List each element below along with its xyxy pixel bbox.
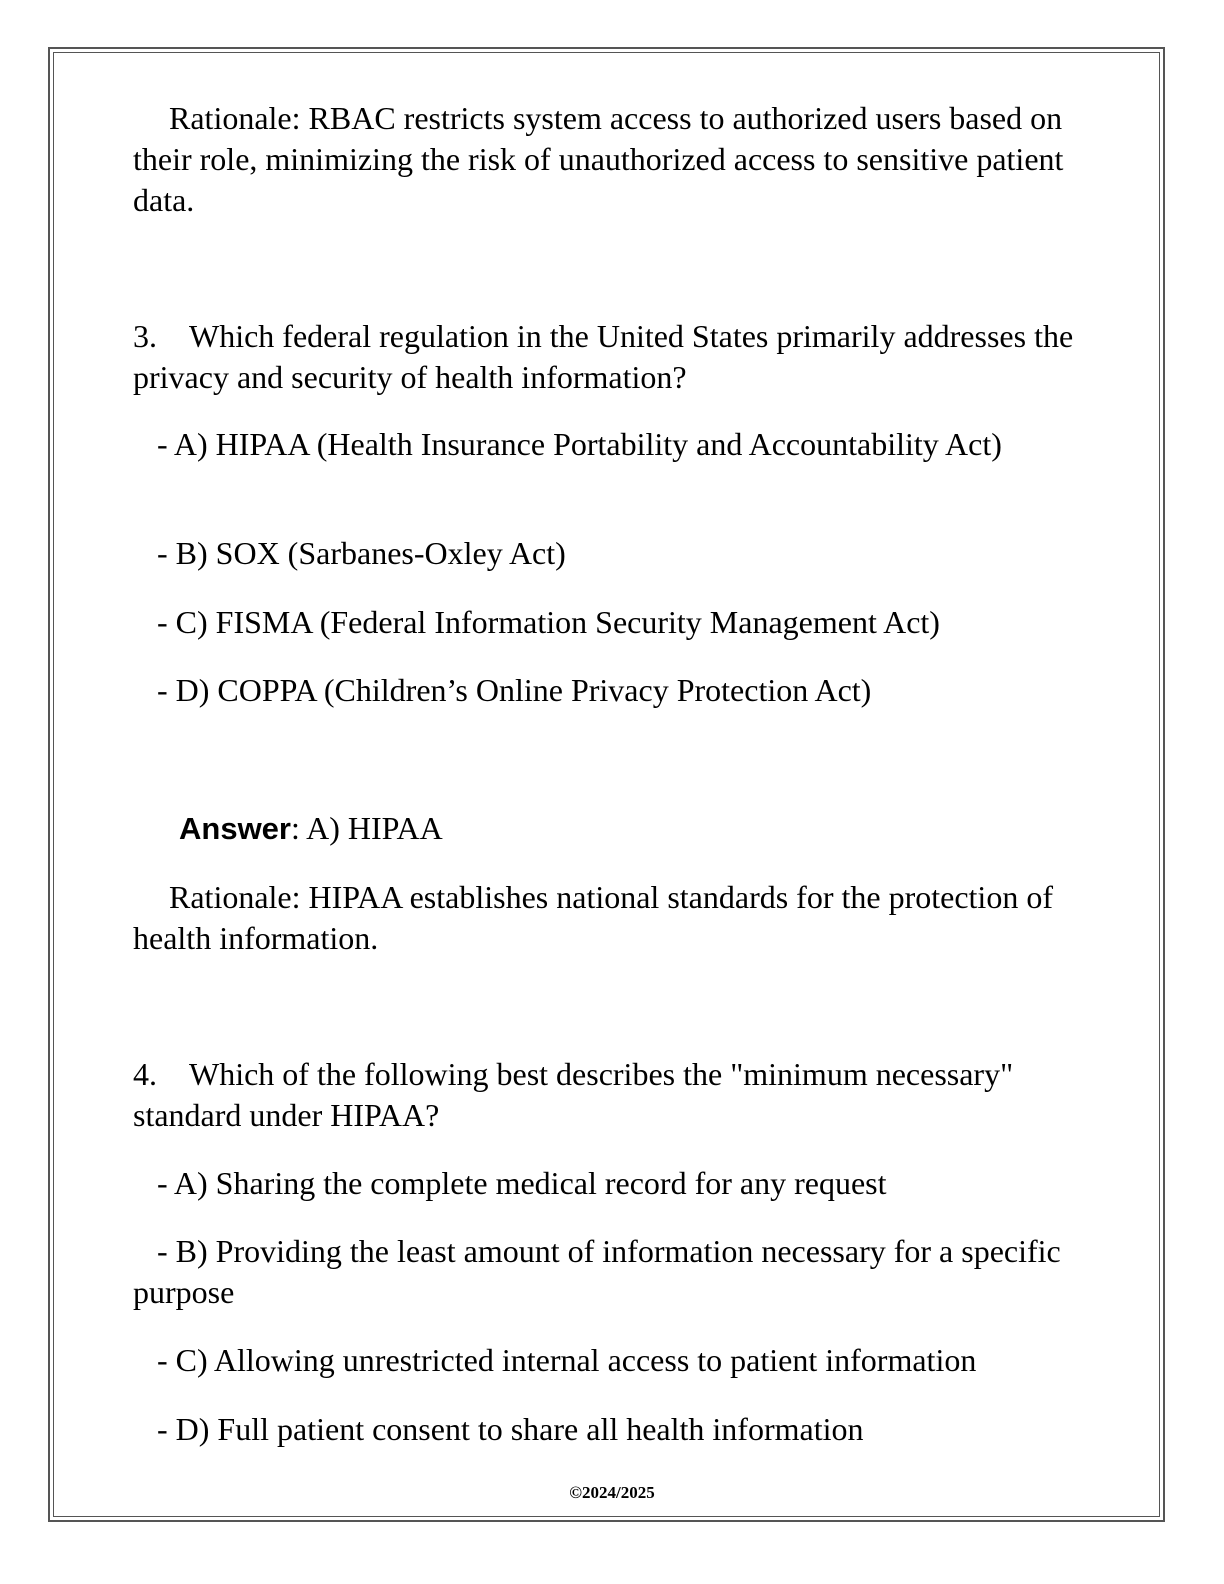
q3-option-a: - A) HIPAA (Health Insurance Portability and Accountability Act) bbox=[157, 426, 1002, 462]
q4-option-d: - D) Full patient consent to share all health information bbox=[157, 1411, 864, 1447]
copyright-footer: ©2024/2025 bbox=[569, 1483, 655, 1502]
q4-option-a: - A) Sharing the complete medical record for any request bbox=[157, 1165, 887, 1201]
question-4 bbox=[133, 1054, 1093, 1136]
q4-option-b: - B) Providing the least amount of information necessary for a specific purpose bbox=[133, 1233, 1061, 1310]
q4-option-c: - C) Allowing unrestricted internal access to patient information bbox=[157, 1342, 977, 1378]
q3-rationale: Rationale: HIPAA establishes national standards for the protection of health information. bbox=[133, 879, 1053, 956]
answer-value: : A) HIPAA bbox=[290, 810, 443, 846]
q3-option-d: - D) COPPA (Children’s Online Privacy Protection Act) bbox=[157, 672, 872, 708]
question-3 bbox=[133, 316, 1093, 398]
q3-option-c: - C) FISMA (Federal Information Security Management Act) bbox=[157, 604, 940, 640]
question-4-text: Which of the following best describes the "minimum necessary" standard under HIPAA? bbox=[133, 1056, 1014, 1133]
q3-answer bbox=[133, 808, 1093, 849]
answer-label: Answer bbox=[179, 811, 291, 846]
question-4-number: 4. bbox=[133, 1056, 157, 1092]
question-3-text: Which federal regulation in the United States primarily addresses the privacy and security of health information? bbox=[133, 318, 1074, 395]
question-3-number: 3. bbox=[133, 318, 157, 354]
prev-rationale: Rationale: RBAC restricts system access to authorized users based on their role, minimizing the risk of unauthorized access to sensitive patient data. bbox=[133, 100, 1064, 218]
q3-option-b: - B) SOX (Sarbanes-Oxley Act) bbox=[157, 535, 566, 571]
